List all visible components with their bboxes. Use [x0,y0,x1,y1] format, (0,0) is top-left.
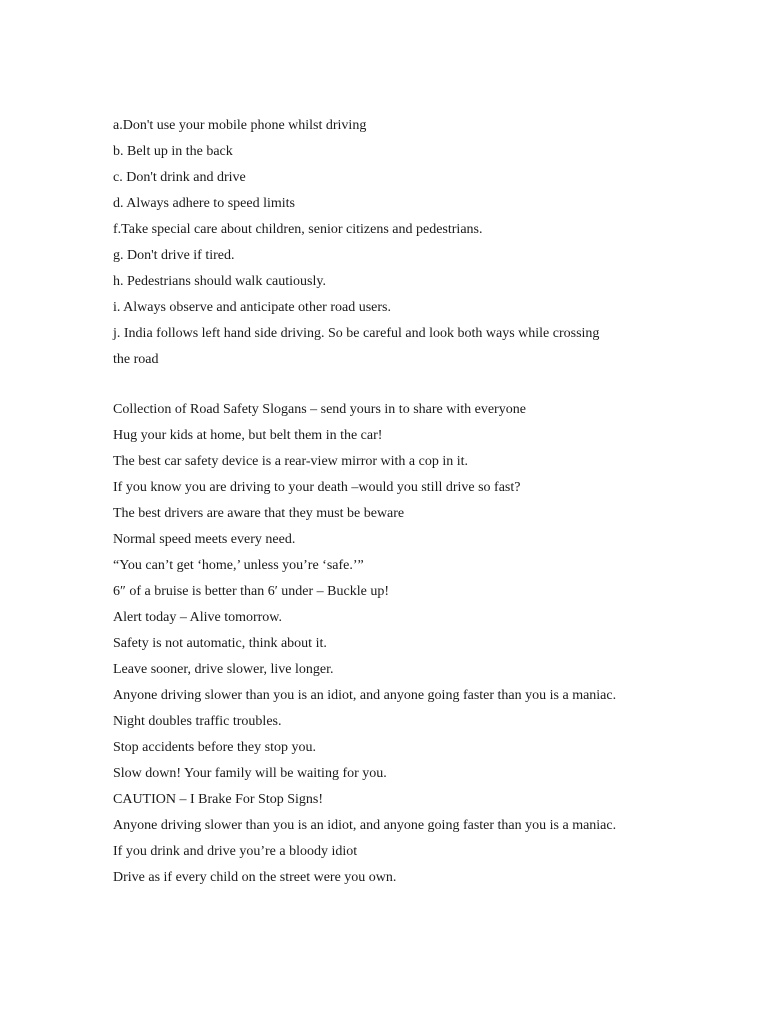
slogan-item: Anyone driving slower than you is an idiot, and anyone going faster than you is a maniac. [113,818,617,833]
slogan-item: Safety is not automatic, think about it. [113,636,327,651]
slogan-item: CAUTION – I Brake For Stop Signs! [113,792,323,807]
tip-item: i. Always observe and anticipate other road users. [113,300,391,315]
slogan-item: The best car safety device is a rear-view mirror with a cop in it. [113,454,469,469]
slogan-item: The best drivers are aware that they must be beware [113,506,405,521]
document-page [113,114,673,892]
slogan-item: 6″ of a bruise is better than 6′ under – Buckle up! [113,584,389,599]
tip-item: j. India follows left hand side driving. So be careful and look both ways while crossing [113,326,600,341]
slogan-item: Drive as if every child on the street were you own. [113,870,397,885]
tip-item: f.Take special care about children, senior citizens and pedestrians. [113,222,483,237]
slogan-item: Alert today – Alive tomorrow. [113,610,283,625]
tip-item: g. Don't drive if tired. [113,248,235,263]
slogan-item: Normal speed meets every need. [113,532,296,547]
slogans-section [113,398,673,892]
tip-item: a.Don't use your mobile phone whilst driving [113,118,367,133]
slogan-item: If you know you are driving to your death –would you still drive so fast? [113,480,521,495]
slogan-item: If you drink and drive you’re a bloody idiot [113,844,358,859]
slogan-item: Slow down! Your family will be waiting for you. [113,766,387,781]
tip-item: c. Don't drink and drive [113,170,246,185]
slogans-heading: Collection of Road Safety Slogans – send yours in to share with everyone [113,402,526,417]
slogan-item: Night doubles traffic troubles. [113,714,282,729]
road-safety-tips-list [113,114,673,374]
slogan-item: “You can’t get ‘home,’ unless you’re ‘safe.’” [113,558,364,573]
tip-item: d. Always adhere to speed limits [113,196,295,211]
tip-item-continuation: the road [113,352,159,367]
paragraph-gap [113,374,673,398]
tip-item: b. Belt up in the back [113,144,233,159]
slogan-item: Leave sooner, drive slower, live longer. [113,662,334,677]
slogan-item: Anyone driving slower than you is an idiot, and anyone going faster than you is a maniac. [113,688,617,703]
slogan-item: Hug your kids at home, but belt them in the car! [113,428,383,443]
slogan-item: Stop accidents before they stop you. [113,740,316,755]
tip-item: h. Pedestrians should walk cautiously. [113,274,326,289]
